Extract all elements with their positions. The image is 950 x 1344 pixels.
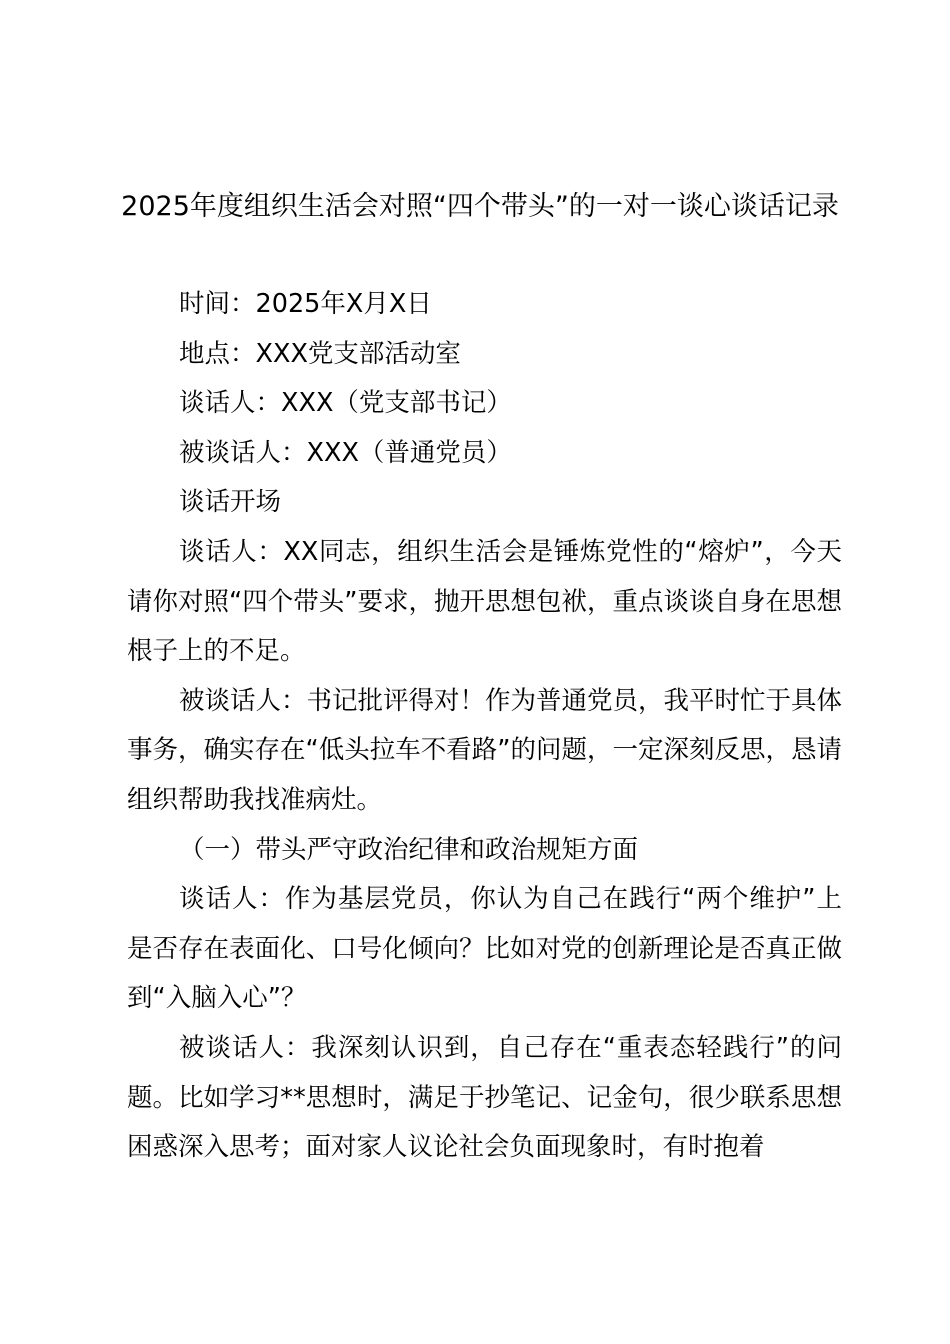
section-heading-opening: 谈话开场: [179, 487, 282, 518]
document-title: 2025年度组织生活会对照“四个带头”的一对一谈心谈话记录: [121, 191, 839, 222]
meta-time: 时间：2025年X月X日: [179, 289, 432, 319]
paragraph: 谈话人：作为基层党员，你认为自己在践行“两个维护”上是否存在表面化、口号化倾向？比如对党的创新理论是否真正做到“入脑入心”？: [127, 884, 842, 1014]
meta-interviewer: 谈话人：XXX（党支部书记）: [179, 388, 512, 419]
paragraph: 被谈话人：书记批评得对！作为普通党员，我平时忙于具体事务，确实存在“低头拉车不看路”的问题，一定深刻反思，恳请组织帮助我找准病灶。: [127, 685, 843, 815]
section-heading: （一）带头严守政治纪律和政治规矩方面: [179, 834, 639, 865]
document-body: [127, 280, 842, 1173]
meta-interviewee: 被谈话人：XXX（普通党员）: [179, 437, 512, 468]
paragraph: 被谈话人：我深刻认识到，自己存在“重表态轻践行”的问题。比如学习**思想时，满足于抄笔记、记金句，很少联系思想困惑深入思考；面对家人议论社会负面现象时，有时抱着: [127, 1032, 842, 1163]
meta-location: 地点：XXX党支部活动室: [179, 338, 461, 369]
paragraph: 谈话人：XX同志，组织生活会是锤炼党性的“熔炉”，今天请你对照“四个带头”要求，抛开思想包袱，重点谈谈自身在思想根子上的不足。: [127, 536, 842, 667]
